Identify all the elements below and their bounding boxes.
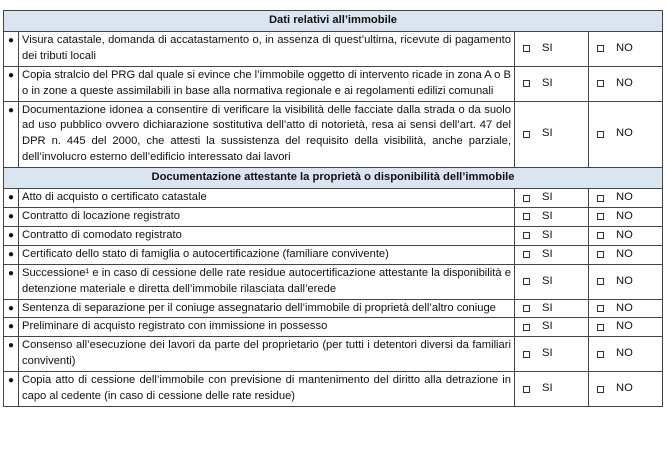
- option-si-cell: [514, 66, 588, 101]
- option-si-cell: [514, 189, 588, 208]
- row-description: Preliminare di acquisto registrato con immissione in possesso: [19, 318, 515, 337]
- row-description: Sentenza di separazione per il coniuge assegnatario dell’immobile di proprietà dell’altro coniuge: [19, 299, 515, 318]
- row-description: Successione¹ e in caso di cessione delle rate residue autocertificazione attestante la disponibilità e detenzione materiale e diretta dell’immobile rilasciata dall’erede: [19, 264, 515, 299]
- bullet-icon: ●: [4, 101, 19, 168]
- bullet-icon: ●: [4, 372, 19, 407]
- option-no-label: NO: [615, 301, 633, 314]
- option-si-label: SI: [541, 247, 553, 260]
- option-no-label: NO: [615, 347, 633, 360]
- option-no-cell: [588, 189, 662, 208]
- checkbox-si[interactable]: [523, 80, 530, 87]
- row-description: Contratto di comodato registrato: [19, 226, 515, 245]
- option-no-cell: [588, 337, 662, 372]
- checkbox-si[interactable]: [523, 305, 530, 312]
- table-row: [4, 264, 663, 299]
- table-row: [4, 245, 663, 264]
- row-description: Visura catastale, domanda di accatastamento o, in assenza di quest’ultima, ricevute di pagamento dei tributi locali: [19, 31, 515, 66]
- option-si-cell: [514, 226, 588, 245]
- checkbox-si[interactable]: [523, 232, 530, 239]
- option-no-label: NO: [615, 274, 633, 287]
- option-no-cell: [588, 318, 662, 337]
- checkbox-si[interactable]: [523, 213, 530, 220]
- section-title: Documentazione attestante la proprietà o disponibilità dell’immobile: [4, 168, 663, 189]
- option-si-label: SI: [541, 347, 553, 360]
- option-si-label: SI: [541, 41, 553, 54]
- option-no-cell: [588, 207, 662, 226]
- checkbox-no[interactable]: [597, 232, 604, 239]
- option-si-cell: [514, 245, 588, 264]
- option-si-label: SI: [541, 209, 553, 222]
- option-si-cell: [514, 337, 588, 372]
- option-no-cell: [588, 31, 662, 66]
- row-description: Copia stralcio del PRG dal quale si evince che l’immobile oggetto di intervento ricade in zona A o B o in zone a queste assimilabili in base alla normativa regionale e ai regolamenti edilizi comunali: [19, 66, 515, 101]
- checkbox-si[interactable]: [523, 278, 530, 285]
- row-description: Consenso all’esecuzione dei lavori da parte del proprietario (per tutti i detentori diversi da familiari conviventi): [19, 337, 515, 372]
- row-description: Copia atto di cessione dell’immobile con previsione di mantenimento del diritto alla detrazione in capo al cedente (in caso di cessione delle rate residue): [19, 372, 515, 407]
- checkbox-no[interactable]: [597, 131, 604, 138]
- table-row: [4, 372, 663, 407]
- bullet-icon: ●: [4, 245, 19, 264]
- option-no-cell: [588, 66, 662, 101]
- table-row: [4, 226, 663, 245]
- option-si-cell: [514, 372, 588, 407]
- checkbox-si[interactable]: [523, 45, 530, 52]
- row-description: Contratto di locazione registrato: [19, 207, 515, 226]
- bullet-icon: ●: [4, 31, 19, 66]
- option-si-label: SI: [541, 76, 553, 89]
- bullet-icon: ●: [4, 299, 19, 318]
- table-row: [4, 31, 663, 66]
- option-si-label: SI: [541, 228, 553, 241]
- option-no-label: NO: [615, 228, 633, 241]
- checkbox-si[interactable]: [523, 351, 530, 358]
- checklist-table: [3, 10, 663, 407]
- option-si-cell: [514, 101, 588, 168]
- table-row: [4, 299, 663, 318]
- option-si-label: SI: [541, 382, 553, 395]
- checkbox-si[interactable]: [523, 251, 530, 258]
- bullet-icon: ●: [4, 318, 19, 337]
- option-si-label: SI: [541, 191, 553, 204]
- option-si-cell: [514, 31, 588, 66]
- table-row: [4, 318, 663, 337]
- bullet-icon: ●: [4, 226, 19, 245]
- option-no-cell: [588, 264, 662, 299]
- option-no-cell: [588, 299, 662, 318]
- checkbox-si[interactable]: [523, 386, 530, 393]
- checkbox-no[interactable]: [597, 305, 604, 312]
- option-si-cell: [514, 299, 588, 318]
- option-si-cell: [514, 207, 588, 226]
- option-no-cell: [588, 245, 662, 264]
- bullet-icon: ●: [4, 264, 19, 299]
- checkbox-no[interactable]: [597, 195, 604, 202]
- section-header: [4, 168, 663, 189]
- option-no-label: NO: [615, 191, 633, 204]
- checklist-body: [4, 11, 663, 407]
- row-description: Certificato dello stato di famiglia o autocertificazione (familiare convivente): [19, 245, 515, 264]
- option-no-label: NO: [615, 127, 633, 140]
- checkbox-no[interactable]: [597, 251, 604, 258]
- checkbox-no[interactable]: [597, 213, 604, 220]
- table-row: [4, 101, 663, 168]
- table-row: [4, 189, 663, 208]
- option-no-cell: [588, 372, 662, 407]
- table-row: [4, 337, 663, 372]
- checkbox-si[interactable]: [523, 195, 530, 202]
- bullet-icon: ●: [4, 66, 19, 101]
- checkbox-no[interactable]: [597, 324, 604, 331]
- option-no-cell: [588, 101, 662, 168]
- option-si-cell: [514, 318, 588, 337]
- section-title: Dati relativi all’immobile: [4, 11, 663, 32]
- bullet-icon: ●: [4, 337, 19, 372]
- option-no-cell: [588, 226, 662, 245]
- option-si-label: SI: [541, 274, 553, 287]
- option-no-label: NO: [615, 76, 633, 89]
- section-header: [4, 11, 663, 32]
- option-si-label: SI: [541, 320, 553, 333]
- bullet-icon: ●: [4, 207, 19, 226]
- option-no-label: NO: [615, 382, 633, 395]
- option-no-label: NO: [615, 320, 633, 333]
- option-no-label: NO: [615, 247, 633, 260]
- row-description: Documentazione idonea a consentire di verificare la visibilità delle facciate dalla strada o da suolo ad uso pubblico ovvero dichiarazione sostitutiva dell’atto di notorietà, resa ai sensi dell’art. 47 del DPR n. 445 del 2000, che attesti la sussistenza del requisito della visibilità, anche parziale, dell’involucro esterno dell’edificio interessato dai lavori: [19, 101, 515, 168]
- checkbox-si[interactable]: [523, 131, 530, 138]
- option-no-label: NO: [615, 41, 633, 54]
- option-no-label: NO: [615, 209, 633, 222]
- row-description: Atto di acquisto o certificato catastale: [19, 189, 515, 208]
- checkbox-no[interactable]: [597, 80, 604, 87]
- checkbox-si[interactable]: [523, 324, 530, 331]
- checkbox-no[interactable]: [597, 386, 604, 393]
- option-si-label: SI: [541, 127, 553, 140]
- checkbox-no[interactable]: [597, 45, 604, 52]
- option-si-label: SI: [541, 301, 553, 314]
- checkbox-no[interactable]: [597, 278, 604, 285]
- bullet-icon: ●: [4, 189, 19, 208]
- table-row: [4, 66, 663, 101]
- table-row: [4, 207, 663, 226]
- checkbox-no[interactable]: [597, 351, 604, 358]
- option-si-cell: [514, 264, 588, 299]
